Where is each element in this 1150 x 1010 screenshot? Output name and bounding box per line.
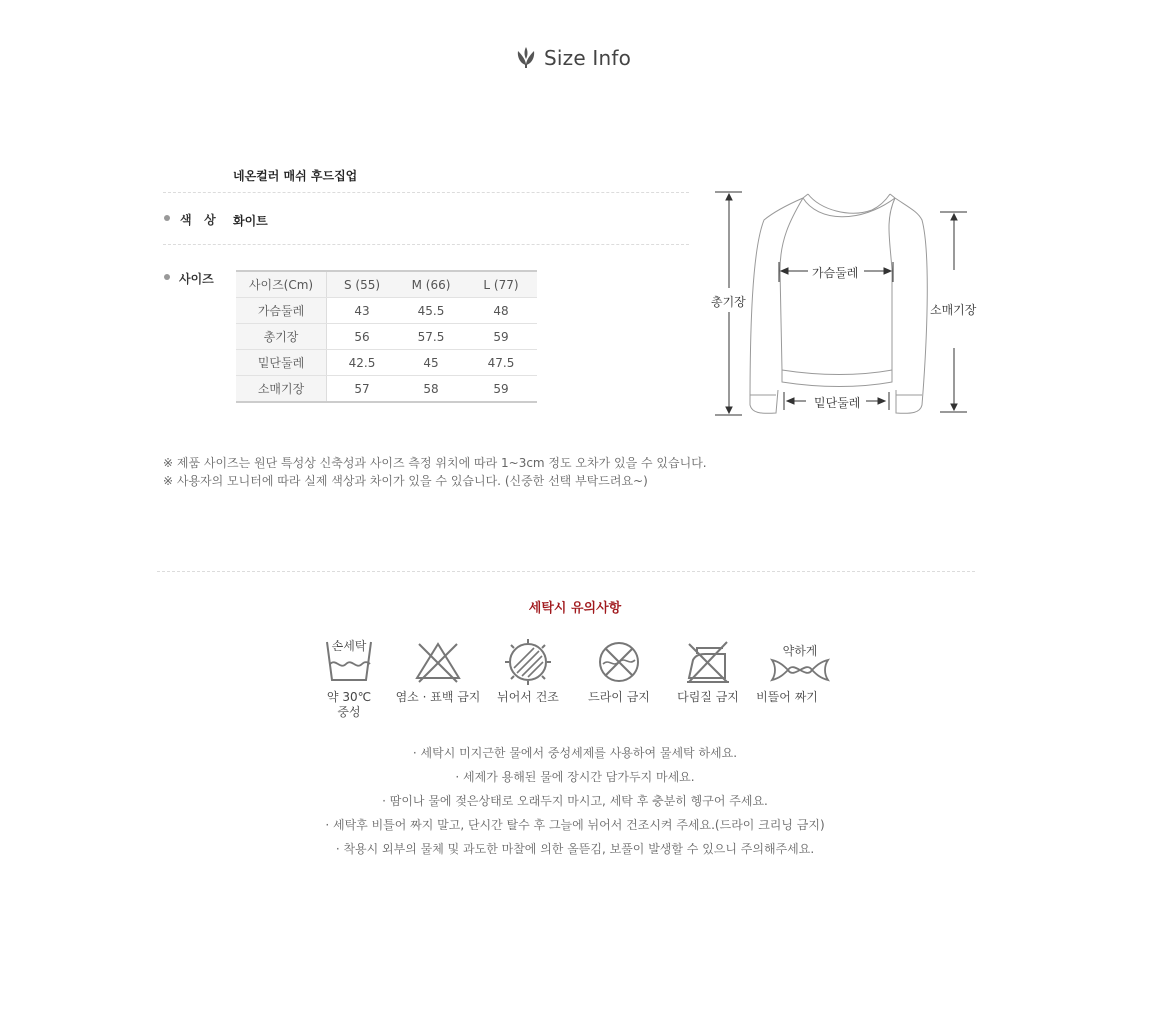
- sleeve-label: 소매기장: [930, 303, 977, 317]
- hand-wash-icon: [324, 638, 374, 686]
- divider: [163, 244, 689, 245]
- table-row: [236, 350, 537, 376]
- garment-diagram: [700, 180, 1000, 430]
- size-label: 사이즈: [179, 272, 214, 286]
- care-item: [574, 638, 664, 705]
- chest-label: 가슴둘레: [812, 266, 859, 280]
- care-label-line: 중성: [337, 705, 361, 719]
- icon-text: 약하게: [782, 644, 818, 658]
- table-header-row: [236, 271, 537, 298]
- gentle-wring-icon: [768, 638, 832, 686]
- care-tip: · 세탁시 미지근한 물에서 중성세제를 사용하여 물세탁 하세요.: [412, 746, 738, 760]
- header: [0, 40, 1150, 80]
- care-label: [304, 690, 394, 720]
- care-tip: · 착용시 외부의 물체 및 과도한 마찰에 의한 올뜯김, 보풀이 발생할 수 있으니 주의해주세요.: [335, 842, 815, 856]
- care-item: [393, 638, 483, 705]
- care-label: 뉘어서 건조: [497, 690, 559, 704]
- care-label: 다림질 금지: [677, 690, 739, 704]
- row-label: 밑단둘레: [236, 350, 327, 376]
- logo-icon: [513, 44, 539, 70]
- care-title: 세탁시 유의사항: [528, 601, 622, 616]
- table-header-cell: 사이즈(Cm): [236, 271, 327, 298]
- bullet-icon: [164, 215, 170, 221]
- hem-label: 밑단둘레: [814, 396, 861, 410]
- table-header-cell: M (66): [397, 271, 465, 298]
- care-tip: · 세제가 용해된 물에 장시간 담가두지 마세요.: [455, 770, 695, 784]
- care-item: [663, 638, 753, 705]
- care-label: 염소 · 표백 금지: [395, 690, 481, 704]
- table-cell: 47.5: [465, 350, 537, 376]
- product-name: 네온컬러 매쉬 후드집업: [233, 169, 358, 183]
- table-cell: 59: [465, 376, 537, 403]
- divider: [163, 192, 689, 193]
- page-title: Size Info: [544, 46, 632, 70]
- table-row: [236, 324, 537, 350]
- care-tip: · 땀이나 물에 젖은상태로 오래두지 마시고, 세탁 후 충분히 헹구어 주세요.: [382, 794, 768, 808]
- table-cell: 57: [327, 376, 398, 403]
- no-bleach-icon: [413, 638, 463, 686]
- table-cell: 45: [397, 350, 465, 376]
- care-item: [755, 638, 845, 705]
- row-label: 가슴둘레: [236, 298, 327, 324]
- no-dry-clean-icon: [594, 638, 644, 686]
- color-label: 색 상: [180, 213, 216, 227]
- care-label-line: 약 30℃: [326, 690, 372, 704]
- bullet-icon: [164, 274, 170, 280]
- table-header-cell: L (77): [465, 271, 537, 298]
- table-header-cell: S (55): [327, 271, 398, 298]
- length-label: 총기장: [711, 295, 746, 309]
- row-label: 총기장: [236, 324, 327, 350]
- table-cell: 58: [397, 376, 465, 403]
- row-label: 소매기장: [236, 376, 327, 403]
- note-text: ※ 제품 사이즈는 원단 특성상 신축성과 사이즈 측정 위치에 따라 1~3cm 정도 오차가 있을 수 있습니다.: [163, 456, 707, 470]
- table-cell: 48: [465, 298, 537, 324]
- table-cell: 43: [327, 298, 398, 324]
- care-tip: · 세탁후 비틀어 짜지 말고, 단시간 탈수 후 그늘에 뉘어서 건조시켜 주세요.(드라이 크리닝 금지): [325, 818, 825, 832]
- note-text: ※ 사용자의 모니터에 따라 실제 색상과 차이가 있을 수 있습니다. (신중한 선택 부탁드려요~): [163, 474, 648, 488]
- icon-text: 손세탁: [331, 639, 367, 653]
- care-item: [483, 638, 573, 705]
- table-cell: 56: [327, 324, 398, 350]
- no-iron-icon: [683, 638, 733, 686]
- color-value: 화이트: [233, 214, 268, 228]
- care-label: 드라이 금지: [588, 690, 650, 704]
- table-cell: 57.5: [397, 324, 465, 350]
- shade-dry-icon: [503, 638, 553, 686]
- table-row: [236, 298, 537, 324]
- care-item: [304, 638, 394, 720]
- table-cell: 42.5: [327, 350, 398, 376]
- care-label: 비뜰어 짜기: [756, 690, 818, 704]
- table-cell: 45.5: [397, 298, 465, 324]
- table-cell: 59: [465, 324, 537, 350]
- size-table: [236, 270, 537, 403]
- table-row: [236, 376, 537, 403]
- section-divider: [157, 571, 975, 572]
